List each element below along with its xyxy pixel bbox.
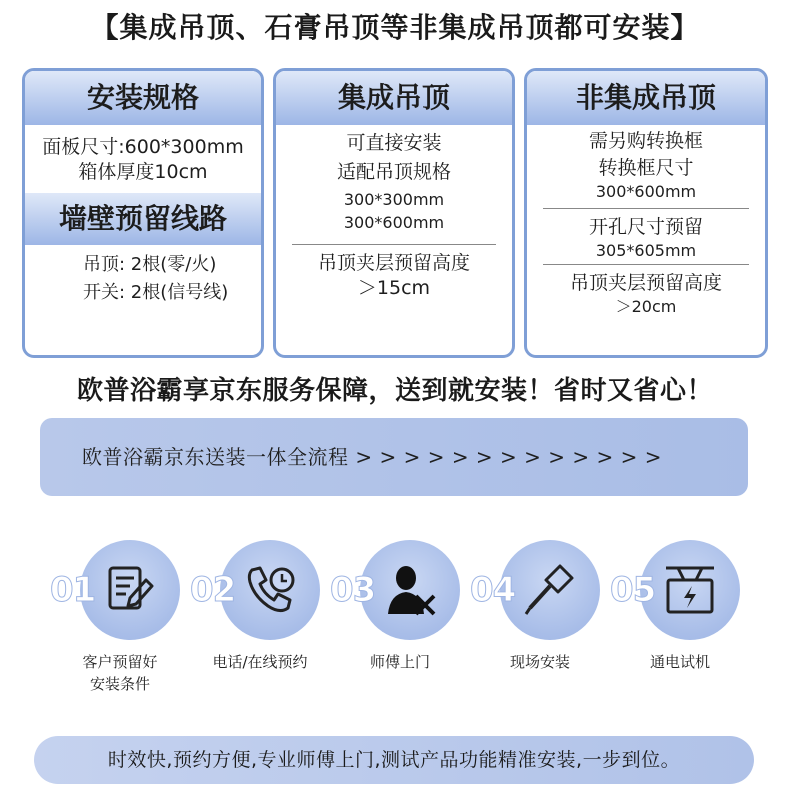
- step-4: [470, 540, 610, 700]
- step-label: [600, 652, 760, 674]
- hole-size-label: 开孔尺寸预留: [588, 215, 703, 238]
- step-3: [330, 540, 470, 700]
- buy-frame-text: 需另购转换框: [588, 130, 703, 152]
- step-number: 03: [330, 570, 376, 610]
- phone-clock-icon: [240, 562, 300, 618]
- step-label-line1: 现场安装: [509, 653, 570, 671]
- integrated-ceiling-heading: 集成吊顶: [276, 71, 512, 125]
- ceiling-wiring-text: 吊顶: 2根(零/火): [83, 254, 217, 276]
- interlayer-height-value: ＞20cm: [615, 297, 677, 317]
- divider: [292, 244, 496, 245]
- hole-size-value: 305*605mm: [595, 240, 697, 260]
- step-label-line1: 通电试机: [649, 653, 710, 671]
- step-5: [610, 540, 750, 700]
- service-slogan: 欧普浴霸享京东服务保障，送到就安装！省时又省心！: [76, 376, 713, 406]
- step-label: [460, 652, 620, 674]
- step-number: 04: [470, 570, 516, 610]
- step-label-line1: 师傅上门: [369, 653, 430, 671]
- wall-wiring-heading: 墙壁预留线路: [25, 193, 261, 245]
- interlayer-height-value: ＞15cm: [357, 277, 431, 300]
- switch-wiring-text: 开关: 2根(信号线): [83, 282, 229, 304]
- bottom-summary-bar: 时效快,预约方便,专业师傅上门,测试产品功能精准安装,一步到位。: [34, 736, 754, 784]
- non-integrated-ceiling-card: [524, 68, 768, 358]
- frame-size-label: 转换框尺寸: [598, 157, 694, 180]
- step-label: [40, 652, 200, 696]
- step-number: 02: [190, 570, 236, 610]
- step-number: 05: [610, 570, 656, 610]
- flow-bar: [40, 418, 748, 496]
- fit-spec-text: 适配吊顶规格: [336, 161, 451, 184]
- install-spec-card: [22, 68, 264, 358]
- step-label-line2: 安装条件: [89, 674, 150, 693]
- step-number: 01: [50, 570, 96, 610]
- size-300x600-text: 300*600mm: [343, 212, 445, 232]
- screwdriver-icon: [520, 562, 580, 618]
- flow-bar-text: 欧普浴霸京东送装一体全流程 > > > > > > > > > > > > >: [82, 445, 662, 469]
- step-label: [180, 652, 340, 674]
- divider: [543, 264, 749, 265]
- size-300x300-text: 300*300mm: [343, 190, 445, 210]
- interlayer-height-label: 吊顶夹层预留高度: [569, 272, 722, 295]
- power-test-icon: [660, 562, 720, 618]
- step-label-line1: 电话/在线预约: [212, 653, 308, 671]
- step-2: [190, 540, 330, 700]
- divider: [543, 208, 749, 209]
- step-label: [320, 652, 480, 674]
- direct-install-text: 可直接安装: [346, 132, 442, 154]
- technician-tools-icon: [380, 562, 440, 618]
- panel-size-text: 面板尺寸:600*300mm: [42, 136, 244, 158]
- page-title: 【集成吊顶、石膏吊顶等非集成吊顶都可安装】: [90, 11, 700, 44]
- integrated-ceiling-card: [273, 68, 515, 358]
- interlayer-height-label: 吊顶夹层预留高度: [317, 251, 470, 274]
- install-spec-heading: 安装规格: [25, 71, 261, 125]
- form-edit-icon: [100, 562, 160, 618]
- frame-size-value: 300*600mm: [595, 182, 697, 202]
- box-thickness-text: 箱体厚度10cm: [78, 161, 208, 184]
- step-1: [50, 540, 190, 700]
- non-integrated-ceiling-heading: 非集成吊顶: [527, 71, 765, 125]
- step-label-line1: 客户预留好: [82, 653, 158, 671]
